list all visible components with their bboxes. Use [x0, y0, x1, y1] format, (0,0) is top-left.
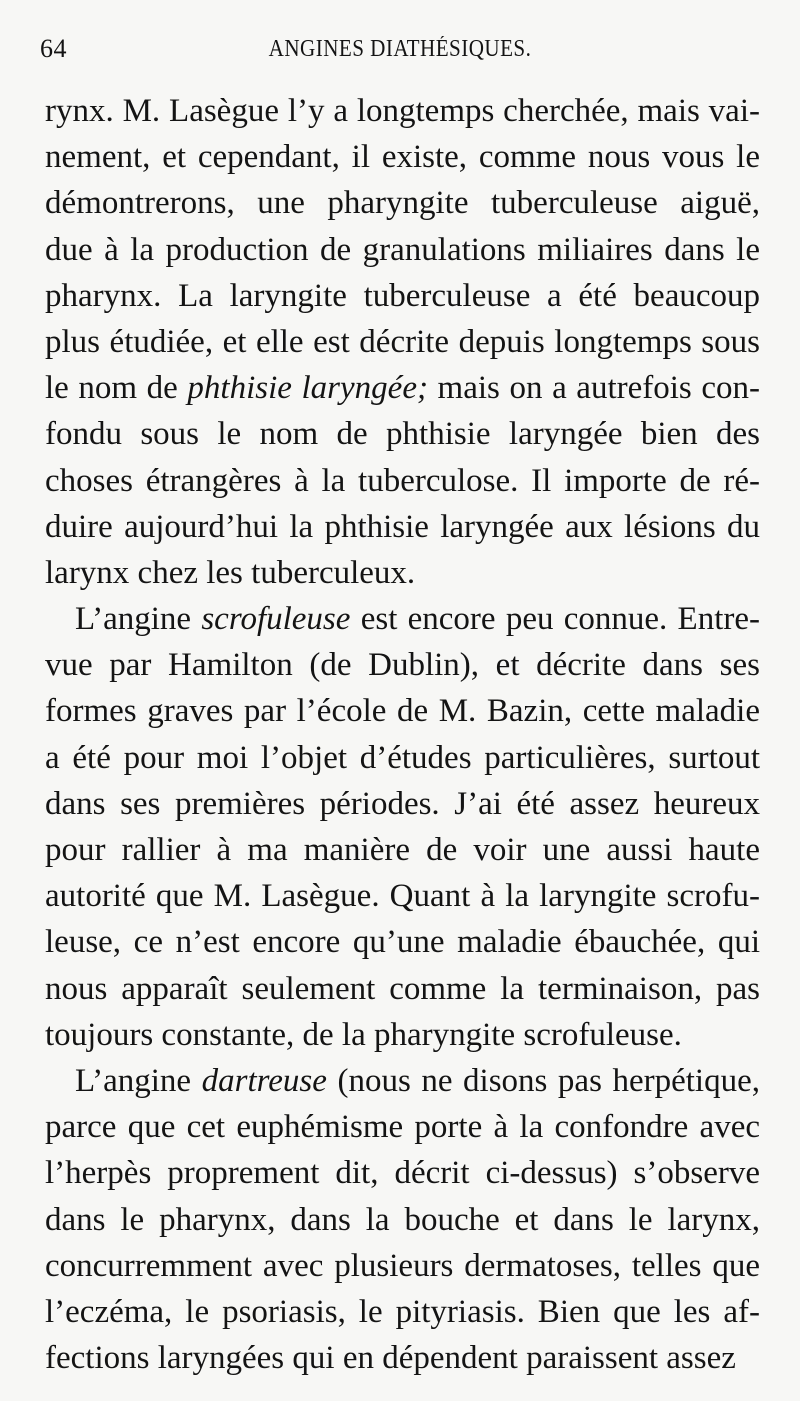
- text-line: [45, 642, 760, 688]
- text-run: L’angine: [75, 1062, 202, 1099]
- text-run: duire aujourd’hui la phthisie laryngée aux lésions du: [45, 508, 760, 545]
- text-line: [45, 1243, 760, 1289]
- text-run: nement, et cependant, il existe, comme nous vous le: [45, 139, 760, 176]
- text-line: [45, 180, 760, 226]
- text-line: [45, 550, 760, 596]
- text-run: choses étrangères à la tuberculose. Il importe de ré-: [45, 462, 760, 499]
- text-line: [45, 273, 760, 319]
- text-line: [45, 319, 760, 365]
- italic-term: phthisie laryngée;: [187, 370, 428, 407]
- text-line: [45, 88, 760, 134]
- text-line: [45, 1104, 760, 1150]
- text-run: autorité que M. Lasègue. Quant à la laryngite scrofu-: [45, 878, 760, 915]
- text-line: [45, 1289, 760, 1335]
- text-line: [45, 966, 760, 1012]
- text-run: nous apparaît seulement comme la terminaison, pas: [45, 970, 760, 1007]
- text-run: fondu sous le nom de phthisie laryngée bien des: [45, 416, 760, 453]
- text-run: formes graves par l’école de M. Bazin, cette maladie: [45, 693, 760, 730]
- text-line: [45, 827, 760, 873]
- text-run: dans le pharynx, dans la bouche et dans le larynx,: [45, 1201, 760, 1238]
- text-run: dans ses premières périodes. J’ai été assez heureux: [45, 785, 760, 822]
- running-title: ANGINES DIATHÉSIQUES.: [268, 36, 532, 62]
- text-run: a été pour moi l’objet d’études particulières, surtout: [45, 739, 760, 776]
- text-line: [45, 458, 760, 504]
- text-run: fections laryngées qui en dépendent paraissent assez: [45, 1340, 736, 1377]
- text-line: [45, 1058, 760, 1104]
- text-run: L’angine: [75, 601, 202, 638]
- text-line: [45, 227, 760, 273]
- text-run: le nom de: [45, 370, 188, 407]
- text-line: [45, 1150, 760, 1196]
- text-line: [45, 1012, 760, 1058]
- text-line: [45, 504, 760, 550]
- text-line: [45, 688, 760, 734]
- body-text: [45, 88, 760, 1381]
- text-run: plus étudiée, et elle est décrite depuis longtemps sous: [45, 323, 760, 360]
- text-run: rynx. M. Lasègue l’y a longtemps cherchée, mais vai-: [45, 93, 760, 129]
- italic-term: dartreuse: [201, 1062, 327, 1099]
- text-run: démontrerons, une pharyngite tuberculeuse aiguë,: [45, 185, 760, 222]
- text-run: est encore peu connue. Entre-: [350, 601, 760, 638]
- italic-term: scrofuleuse: [201, 601, 351, 638]
- text-line: [45, 735, 760, 781]
- text-run: l’herpès proprement dit, décrit ci-dessus) s’observe: [45, 1155, 760, 1192]
- text-run: pharynx. La laryngite tuberculeuse a été beaucoup: [45, 277, 760, 314]
- text-line: [45, 873, 760, 919]
- text-line: [45, 365, 760, 411]
- text-line: [45, 134, 760, 180]
- text-run: leuse, ce n’est encore qu’une maladie ébauchée, qui: [45, 924, 760, 961]
- text-line: [45, 919, 760, 965]
- text-run: pour rallier à ma manière de voir une aussi haute: [45, 832, 760, 868]
- text-run: vue par Hamilton (de Dublin), et décrite dans ses: [45, 647, 760, 684]
- text-line: [45, 596, 760, 642]
- text-run: due à la production de granulations miliaires dans le: [45, 231, 760, 268]
- text-run: mais on a autrefois con-: [427, 370, 760, 407]
- text-run: toujours constante, de la pharyngite scrofuleuse.: [45, 1016, 682, 1053]
- running-head: [40, 34, 760, 74]
- text-line: [45, 1335, 760, 1381]
- text-run: concurremment avec plusieurs dermatoses, telles que: [45, 1247, 760, 1284]
- text-run: l’eczéma, le psoriasis, le pityriasis. Bien que les af-: [45, 1293, 760, 1330]
- text-line: [45, 411, 760, 457]
- text-line: [45, 1197, 760, 1243]
- page-number: 64: [40, 34, 67, 63]
- text-run: (nous ne disons pas herpétique,: [326, 1062, 760, 1099]
- text-run: larynx chez les tuberculeux.: [45, 554, 416, 591]
- text-line: [45, 781, 760, 827]
- text-run: parce que cet euphémisme porte à la confondre avec: [45, 1109, 760, 1146]
